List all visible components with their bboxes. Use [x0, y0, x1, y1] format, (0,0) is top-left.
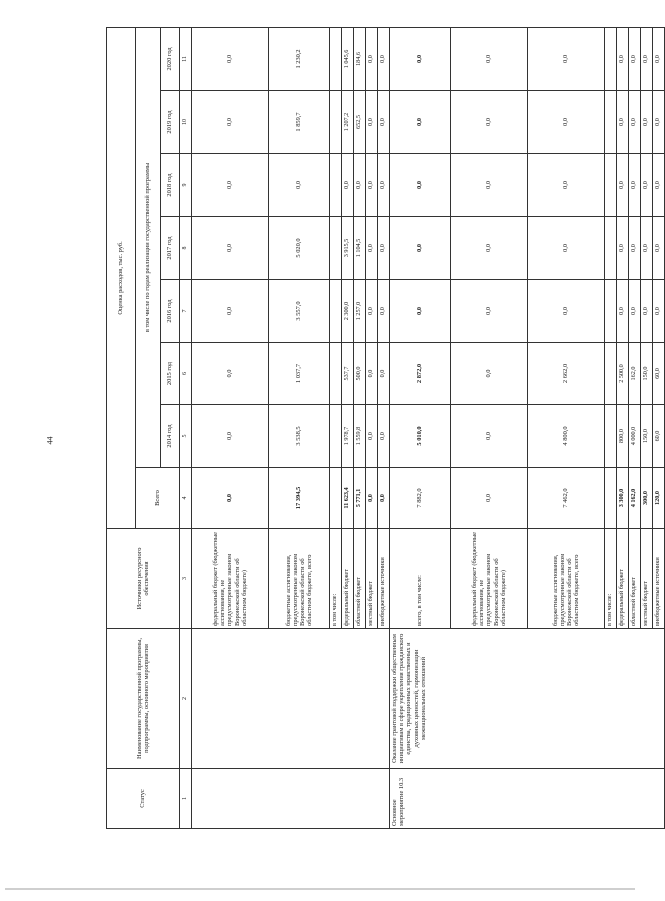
value-cell: 537,7: [342, 343, 354, 405]
year-header: 2014 год: [161, 405, 180, 468]
value-cell: 0,0: [378, 91, 390, 154]
value-cell: 500,0: [354, 343, 366, 405]
value-cell: 0,0: [378, 154, 390, 217]
value-cell: 0,0: [617, 154, 629, 217]
value-cell: [605, 154, 617, 217]
total-header: Всего: [136, 468, 180, 529]
scan-edge-line: [5, 888, 635, 890]
value-cell: 0,0: [629, 217, 641, 280]
value-cell: 0,0: [641, 217, 653, 280]
name-header: Наименование государственной программы, подпрограммы, основного мероприятия: [107, 629, 180, 769]
page-number: 44: [45, 436, 55, 445]
value-cell: 0,0: [653, 280, 665, 343]
value-cell: 0,0: [641, 91, 653, 154]
source-label: местный бюджет: [366, 529, 378, 629]
source-label: внебюджетные источники: [653, 529, 665, 629]
value-cell: 0,0: [617, 217, 629, 280]
value-cell: 0,0: [528, 91, 605, 154]
value-cell: 3 538,5: [269, 405, 330, 468]
value-cell: 150,0: [641, 343, 653, 405]
source-label: федеральный бюджет (бюджетные ассигнования, не предусмотренные законом Воронежской области об областном бюджете): [192, 529, 269, 629]
value-cell: 0,0: [342, 154, 354, 217]
value-cell: 0,0: [192, 343, 269, 405]
value-cell: [330, 405, 342, 468]
value-cell: 0,0: [192, 27, 269, 90]
column-number-row: [180, 27, 192, 828]
value-cell: 0,0: [451, 27, 528, 90]
value-cell: 1 859,7: [269, 91, 330, 154]
value-cell: 17 394,5: [269, 468, 330, 529]
value-cell: [605, 468, 617, 529]
value-cell: 0,0: [451, 217, 528, 280]
value-cell: 162,0: [629, 343, 641, 405]
source-label: всего, в том числе:: [390, 529, 451, 629]
value-cell: [330, 280, 342, 343]
value-cell: 60,0: [653, 405, 665, 468]
value-cell: 0,0: [378, 405, 390, 468]
value-cell: 1 207,2: [342, 91, 354, 154]
value-cell: 0,0: [366, 217, 378, 280]
source-label: в том числе:: [605, 529, 617, 629]
source-label: федеральный бюджет (бюджетные ассигнования, не предусмотренные законом Воронежской области об областном бюджете): [451, 529, 528, 629]
value-cell: 0,0: [641, 280, 653, 343]
value-cell: 3 915,5: [342, 217, 354, 280]
value-cell: 1 104,5: [354, 217, 366, 280]
value-cell: 1 978,7: [342, 405, 354, 468]
value-cell: [605, 343, 617, 405]
value-cell: 0,0: [378, 27, 390, 90]
value-cell: 0,0: [390, 217, 451, 280]
col-number: 6: [180, 343, 192, 405]
year-header: 2016 год: [161, 280, 180, 343]
year-header: 2017 год: [161, 217, 180, 280]
value-cell: 0,0: [378, 468, 390, 529]
year-header: 2020 год: [161, 27, 180, 90]
source-label: федеральный бюджет: [617, 529, 629, 629]
value-cell: 0,0: [451, 280, 528, 343]
col-number: 3: [180, 529, 192, 629]
value-cell: 150,0: [641, 405, 653, 468]
value-cell: [330, 154, 342, 217]
value-cell: 0,0: [629, 154, 641, 217]
value-cell: 0,0: [390, 27, 451, 90]
value-cell: [330, 468, 342, 529]
value-cell: [605, 27, 617, 90]
col-number: 9: [180, 154, 192, 217]
value-cell: 2 662,0: [528, 343, 605, 405]
value-cell: 0,0: [378, 343, 390, 405]
value-cell: 60,0: [653, 343, 665, 405]
table-row: [390, 27, 451, 828]
value-cell: 4 000,0: [629, 405, 641, 468]
value-cell: 2 872,0: [390, 343, 451, 405]
value-cell: 0,0: [451, 405, 528, 468]
value-cell: 5 020,0: [269, 217, 330, 280]
value-cell: 2 500,0: [617, 343, 629, 405]
value-cell: 0,0: [451, 468, 528, 529]
value-cell: [330, 91, 342, 154]
col-number: 5: [180, 405, 192, 468]
value-cell: 1 559,8: [354, 405, 366, 468]
source-header: Источники ресурсного обеспечения: [107, 529, 180, 629]
value-cell: 3 300,0: [617, 468, 629, 529]
value-cell: 0,0: [192, 91, 269, 154]
value-cell: 0,0: [366, 280, 378, 343]
value-cell: 800,0: [617, 405, 629, 468]
value-cell: [605, 91, 617, 154]
col-number: 11: [180, 27, 192, 90]
value-cell: 1 045,6: [342, 27, 354, 90]
col-number: 7: [180, 280, 192, 343]
by-years-header: в том числе по годам реализации государственной программы: [136, 27, 161, 467]
source-label: бюджетные ассигнования, предусмотренные законом Воронежской области об областном бюджете, всего: [528, 529, 605, 629]
value-cell: 11 623,4: [342, 468, 354, 529]
value-cell: 7 882,0: [390, 468, 451, 529]
value-cell: 652,5: [354, 91, 366, 154]
value-cell: 0,0: [629, 27, 641, 90]
value-cell: 0,0: [378, 280, 390, 343]
source-label: областной бюджет: [354, 529, 366, 629]
value-cell: 7 462,0: [528, 468, 605, 529]
value-cell: 0,0: [451, 91, 528, 154]
col-number: 8: [180, 217, 192, 280]
source-label: внебюджетные источники: [378, 529, 390, 629]
value-cell: 0,0: [269, 154, 330, 217]
table-row: [192, 27, 269, 828]
value-cell: 0,0: [390, 280, 451, 343]
value-cell: [330, 27, 342, 90]
value-cell: 0,0: [354, 154, 366, 217]
value-cell: 0,0: [617, 91, 629, 154]
value-cell: 0,0: [629, 91, 641, 154]
value-cell: 0,0: [629, 280, 641, 343]
year-header: 2015 год: [161, 343, 180, 405]
source-label: местный бюджет: [641, 529, 653, 629]
value-cell: 0,0: [378, 217, 390, 280]
status-header: Статус: [107, 769, 180, 829]
value-cell: 0,0: [366, 154, 378, 217]
source-label: областной бюджет: [629, 529, 641, 629]
value-cell: [605, 280, 617, 343]
name-cell: [192, 629, 390, 769]
value-cell: 0,0: [653, 27, 665, 90]
value-cell: 0,0: [192, 468, 269, 529]
value-cell: 0,0: [192, 405, 269, 468]
value-cell: 4 800,0: [528, 405, 605, 468]
value-cell: 1 257,0: [354, 280, 366, 343]
value-cell: 0,0: [653, 91, 665, 154]
status-cell: [192, 769, 390, 829]
rotated-budget-table: [106, 28, 662, 829]
value-cell: 0,0: [366, 91, 378, 154]
value-cell: 0,0: [451, 343, 528, 405]
value-cell: 0,0: [653, 217, 665, 280]
value-cell: 0,0: [390, 91, 451, 154]
value-cell: 120,0: [653, 468, 665, 529]
value-cell: 1 037,7: [269, 343, 330, 405]
col-number: 2: [180, 629, 192, 769]
value-cell: [605, 217, 617, 280]
status-cell: Основное мероприятие 10.3: [390, 769, 665, 829]
value-cell: 5 010,0: [390, 405, 451, 468]
value-cell: 0,0: [192, 280, 269, 343]
col-number: 4: [180, 468, 192, 529]
source-label: в том числе:: [330, 529, 342, 629]
value-cell: [330, 217, 342, 280]
value-cell: 0,0: [366, 468, 378, 529]
budget-table: [106, 27, 665, 829]
value-cell: 184,6: [354, 27, 366, 90]
value-cell: 0,0: [528, 27, 605, 90]
value-cell: 5 771,1: [354, 468, 366, 529]
value-cell: 0,0: [192, 154, 269, 217]
value-cell: 0,0: [366, 405, 378, 468]
value-cell: 3 557,0: [269, 280, 330, 343]
value-cell: 0,0: [528, 154, 605, 217]
value-cell: [605, 405, 617, 468]
value-cell: 1 230,2: [269, 27, 330, 90]
value-cell: 4 162,0: [629, 468, 641, 529]
name-cell: Оказание грантовой поддержки общественным инициативам в сфере укрепления гражданского единства, традиционных нравственных и духовных ценностей, гармонизации межнациональных отношений: [390, 629, 665, 769]
value-cell: 0,0: [641, 154, 653, 217]
col-number: 10: [180, 91, 192, 154]
source-label: федеральный бюджет: [342, 529, 354, 629]
value-cell: 0,0: [617, 27, 629, 90]
value-cell: 0,0: [528, 280, 605, 343]
value-cell: 300,0: [641, 468, 653, 529]
value-cell: 0,0: [366, 343, 378, 405]
value-cell: 0,0: [390, 154, 451, 217]
value-cell: [330, 343, 342, 405]
value-cell: 2 300,0: [342, 280, 354, 343]
value-cell: 0,0: [366, 27, 378, 90]
value-cell: 0,0: [653, 154, 665, 217]
year-header: 2019 год: [161, 91, 180, 154]
year-header: 2018 год: [161, 154, 180, 217]
value-cell: 0,0: [641, 27, 653, 90]
value-cell: 0,0: [192, 217, 269, 280]
value-cell: 0,0: [451, 154, 528, 217]
value-cell: 0,0: [528, 217, 605, 280]
value-cell: 0,0: [617, 280, 629, 343]
estimate-header: Оценка расходов, тыс. руб.: [107, 27, 136, 528]
source-label: бюджетные ассигнования, предусмотренные законом Воронежской области об областном бюджете, всего: [269, 529, 330, 629]
col-number: 1: [180, 769, 192, 829]
